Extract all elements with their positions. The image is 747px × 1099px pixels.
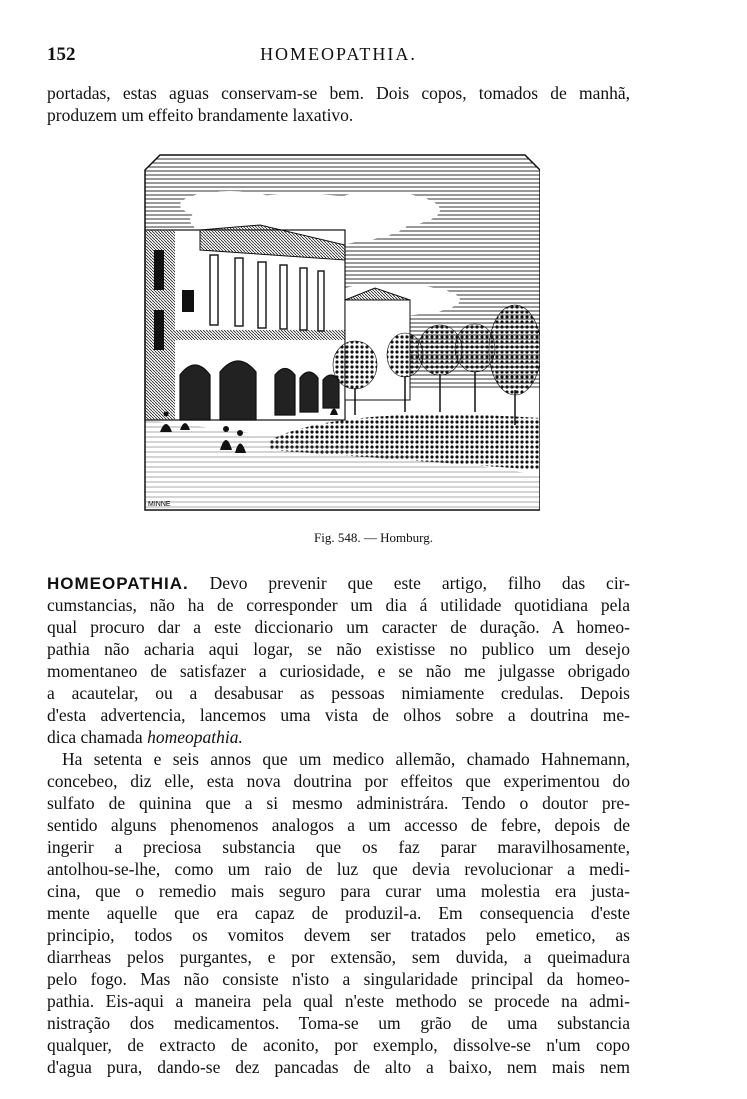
paragraph-line: sentido alguns phenomenos analogos a um accesso de febre, depois de [47,815,630,835]
paragraph-line: ingerir a preciosa substancia que os faz parar maravilhosamente, [47,837,630,857]
paragraph-line: principio, todos os vomitos devem ser tratados pelo emetico, as [47,925,630,945]
entry-line: d'esta advertencia, lancemos uma vista de olhos sobre a doutrina me- [47,705,630,725]
paragraph-line: pelo fogo. Mas não consiste n'isto a singularidade principal da homeo- [47,969,630,989]
entry-last-line [47,726,630,748]
paragraph-line: cina, que o remedio mais seguro para curar uma molestia era justa- [47,881,630,901]
paragraph-line: mente aquelle que era capaz de produzil-a. Em consequencia d'este [47,903,630,923]
entry-first-line-text: Devo prevenir que este artigo, filho das cir- [209,573,630,593]
paragraph-line: concebeo, diz elle, esta nova doutrina por effeitos que experimentou do [47,771,630,791]
intro-line-1: portadas, estas aguas conservam-se bem. Dois copos, tomados de manhã, [47,83,630,103]
engraver-signature: MINNE [148,501,171,508]
entry-last-line-text: dica chamada [47,727,148,747]
page-header [47,44,630,70]
paragraph-line: diarrheas pelos purgantes, e por extensão, sem duvida, a queimadura [47,947,630,967]
entry-line: cumstancias, não ha de corresponder um dia á utilidade quotidiana pela [47,595,630,615]
entry-line: pathia não acharia aqui logar, se não existisse no publico um desejo [47,639,630,659]
paragraph-line: nistração dos medicamentos. Toma-se um grão de uma substancia [47,1013,630,1033]
homburg-engraving [140,150,540,520]
paragraph-line: Ha setenta e seis annos que um medico allemão, chamado Hahnemann, [62,749,630,769]
intro-line-2: produzem um effeito brandamente laxativo. [47,105,354,125]
entry-heading: HOMEOPATHIA. [47,574,189,593]
paragraph-line: pathia. Eis-aqui a maneira pela qual n'este methodo se procede na admi- [47,991,630,1011]
entry-line: momentaneo de satisfazer a curiosidade, e se não me julgasse obrigado [47,661,630,681]
paragraph-line: d'agua pura, dando-se dez pancadas de alto a baixo, nem mais nem [47,1057,630,1077]
entry-first-line [47,572,630,595]
italic-term: homeopathia. [147,727,243,747]
paragraph-line: antolhou-se-lhe, como um raio de luz que devia revolucionar a medi- [47,859,630,879]
entry-line: a acautelar, ou a desabusar as pessoas nimiamente credulas. Depois [47,683,630,703]
page-number: 152 [47,44,76,65]
paragraph-line: sulfato de quinina que a si mesmo administrára. Tendo o doutor pre- [47,793,630,813]
running-title: HOMEOPATHIA. [260,44,417,64]
entry-line: qual procuro dar a este diccionario um caracter de duração. A homeo- [47,617,630,637]
paragraph-line: qualquer, de extracto de aconito, por exemplo, dissolve-se n'um copo [47,1035,630,1055]
figure-caption: Fig. 548. — Homburg. [314,530,433,545]
